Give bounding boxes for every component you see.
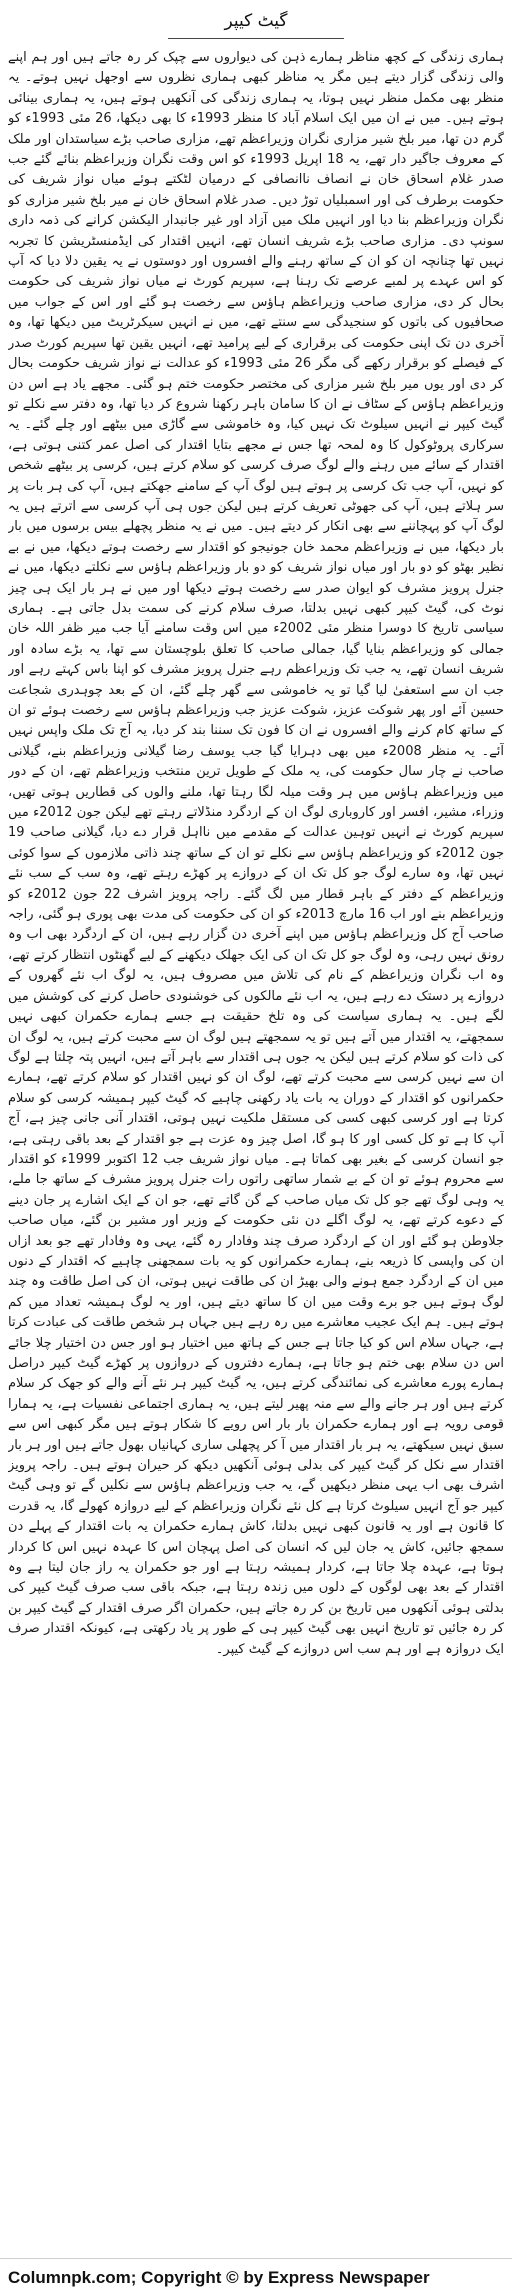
column-title: گیٹ کیپر [224,11,288,31]
title-underline [168,38,344,39]
column-body [8,48,504,2250]
column-text: ہماری زندگی کے کچھ مناظر ہمارے ذہن کی دیواروں سے چپک کر رہ جاتے ہیں اور ہم اپنے والی زندگی گزار دیتے ہیں مگر یہ مناظر کبھی ہماری نظروں سے اوجھل نہیں ہوتے۔ یہ منظر بھی مکمل منظر نہیں ہوتا، یہ ہماری زندگی کی آنکھیں ہوتے ہیں، یہ ہماری بینائی ہوتے ہیں۔ میں نے ان میں ایک اسلام آباد کا منظر 1993ء کا بھی دیکھا، 26 مئی 1993ء کو گرم دن تھا، میر بلخ شیر مزاری نگران وزیراعظم تھے، مزاری صاحب بڑے سیاستدان اور ملک کے معروف جاگیر دار تھے، یہ 18 اپریل 1993ء کو اس وقت نگران وزیراعظم بنائے گئے جب صدر غلام اسحاق خان نے انصاف ناانصافی کے درمیان لٹکتے ہوئے میاں نواز شریف کی حکومت برطرف کی اور اسمبلیاں توڑ دیں۔ صدر غلام اسحاق خان نے میر بلخ شیر مزاری کو نگران وزیراعظم بنا دیا اور انہیں ملک میں آزاد اور غیر جانبدار الیکشن کرانے کی ذمہ داری سونپ دی۔ مزاری صاحب بڑے شریف انسان تھے، انہیں اقتدار کی ایڈمنسٹریشن کا تجربہ نہیں تھا چنانچہ ان کو ان کے ساتھ رہنے والے افسروں اور دوستوں نے یہ یقین دلا دیا کہ آپ کو اس عہدے پر لمبے عرصے تک رہنا ہے، سپریم کورٹ نے میاں نواز شریف کی حکومت بحال کر دی، مزاری صاحب وزیراعظم ہاؤس سے رخصت ہو گئے اور اس کے جواب میں صحافیوں کی باتوں کو سنجیدگی سے سنتے تھے، میں نے انہیں سیکرٹریٹ میں دیکھا تھا، وہ آخری دن تک اپنی حکومت کی برقراری کے لیے پرامید تھے، انہیں یقین تھا سپریم کورٹ صدر کے فیصلے کو برقرار رکھے گی مگر 26 مئی 1993ء کو عدالت نے نواز شریف حکومت بحال کر دی اور یوں میر بلخ شیر مزاری کی مختصر حکومت ختم ہو گئی۔ مجھے یاد ہے اس دن وزیراعظم ہاؤس کے سٹاف نے ان کا سامان باہر رکھنا شروع کر دیا تھا، وہ دفتر سے نکلے تو گیٹ کیپر نے انہیں سیلوٹ تک نہیں کیا، وہ خاموشی سے گاڑی میں بیٹھے اور چلے گئے۔ یہ سرکاری پروٹوکول کا وہ لمحہ تھا جس نے مجھے بتایا اقتدار کی اصل عمر کتنی ہوتی ہے، اقتدار کے سائے میں رہنے والے لوگ صرف کرسی کو سلام کرتے ہیں، کرسی پر بیٹھے شخص کو نہیں، آپ جب تک کرسی پر ہوتے ہیں لوگ آپ کے سامنے جھکتے ہیں، آپ کی ہر بات پر سر ہلاتے ہیں، آپ کی جھوٹی تعریف کرتے ہیں لیکن جوں ہی آپ کرسی سے اترتے ہیں یہ لوگ آپ کو پہچاننے سے بھی انکار کر دیتے ہیں۔ میں نے یہ منظر پچھلے بیس برسوں میں بار بار دیکھا، میں نے وزیراعظم محمد خان جونیجو کو اقتدار سے رخصت ہوتے دیکھا، میں نے بے نظیر بھٹو کو دو بار اور میاں نواز شریف کو دو بار وزیراعظم ہاؤس سے نکلتے دیکھا، میں نے جنرل پرویز مشرف کو ایوان صدر سے رخصت ہوتے دیکھا اور میں نے ہر بار ایک ہی چیز نوٹ کی، گیٹ کیپر کبھی نہیں بدلتا، صرف سلام کرنے کی سمت بدل جاتی ہے۔ ہماری سیاسی تاریخ کا دوسرا منظر مئی 2002ء میں اس وقت سامنے آیا جب میر ظفر اللہ خان جمالی کو وزیراعظم بنایا گیا، جمالی صاحب کا تعلق بلوچستان سے تھا، یہ بڑے سادہ اور شریف انسان تھے، یہ جب تک وزیراعظم رہے جنرل پرویز مشرف کو اپنا باس کہتے رہے اور جب ان سے استعفیٰ لیا گیا تو یہ خاموشی سے گھر چلے گئے، ان کے بعد چوہدری شجاعت حسین آئے اور پھر شوکت عزیز، شوکت عزیز جب وزیراعظم ہاؤس سے رخصت ہوئے تو ان کے ساتھ کام کرنے والے افسروں نے ان کا فون تک سننا بند کر دیا، یہ آج تک ملک واپس نہیں آئے۔ یہ منظر 2008ء میں بھی دہرایا گیا جب یوسف رضا گیلانی وزیراعظم بنے، گیلانی صاحب نے چار سال حکومت کی، یہ ملک کے طویل ترین منتخب وزیراعظم تھے، ان کے دور میں وزیراعظم ہاؤس میں ہر وقت میلہ لگا رہتا تھا، ملنے والوں کی قطاریں ہوتی تھیں، وزراء، مشیر، افسر اور کاروباری لوگ ان کے اردگرد منڈلاتے رہتے تھے لیکن جون 2012ء میں سپریم کورٹ نے انہیں توہین عدالت کے مقدمے میں نااہل قرار دے دیا، گیلانی صاحب 19 جون 2012ء کو وزیراعظم ہاؤس سے نکلے تو ان کے ساتھ چند ذاتی ملازموں کے سوا کوئی نہیں تھا، وہ سارے لوگ جو کل تک ان کے دروازے پر کھڑے رہتے تھے، وہ سب کے سب نئے وزیراعظم کے دفتر کے باہر قطار میں لگ گئے۔ راجہ پرویز اشرف 22 جون 2012ء کو وزیراعظم بنے اور اب 16 مارچ 2013ء کو ان کی حکومت کی مدت بھی پوری ہو گئی، راجہ صاحب آج کل وزیراعظم ہاؤس میں اپنے آخری دن گزار رہے ہیں، ان کے اردگرد بھی اب وہ رونق نہیں رہی، وہ لوگ جو کل تک ان کی ایک جھلک دیکھنے کے لیے گھنٹوں انتظار کرتے تھے، وہ اب نگران وزیراعظم کے نام کی تلاش میں مصروف ہیں، یہ لوگ اب نئے گھروں کے دروازے پر دستک دے رہے ہیں، یہ اب نئے مالکوں کی خوشنودی حاصل کرنے کی کوشش میں لگے ہیں۔ یہ ہماری سیاست کی وہ تلخ حقیقت ہے جسے ہمارے حکمران کبھی نہیں سمجھتے، یہ اقتدار میں آتے ہیں تو یہ سمجھتے ہیں لوگ ان سے محبت کرتے ہیں، یہ لوگ ان کی ذات کو سلام کرتے ہیں لیکن یہ جوں ہی اقتدار سے باہر آتے ہیں، انہیں پتہ چلتا ہے لوگ ان سے نہیں کرسی سے محبت کرتے تھے، لوگ ان کو نہیں اقتدار کو سلام کرتے تھے، ہمارے حکمرانوں کو اقتدار کے دوران یہ بات یاد رکھنی چاہیے کہ گیٹ کیپر ہمیشہ کرسی کو سلام کرتا ہے اور کرسی کبھی کسی کی مستقل ملکیت نہیں ہوتی، اقتدار آنی جانی چیز ہے، آج آپ کا ہے تو کل کسی اور کا ہو گا، اصل چیز وہ عزت ہے جو اقتدار کے بعد باقی رہتی ہے، جو انسان کرسی کے بغیر بھی کماتا ہے۔ میاں نواز شریف جب 12 اکتوبر 1999ء کو اقتدار سے محروم ہوئے تو ان کے بے شمار ساتھی راتوں رات جنرل پرویز مشرف کے ساتھ جا ملے، یہ وہی لوگ تھے جو کل تک میاں صاحب کے گن گاتے تھے، جو ان کے ایک اشارے پر جان دینے کے دعوے کرتے تھے، یہ لوگ اگلے دن نئی حکومت کے وزیر اور مشیر بن گئے، میاں صاحب جلاوطن ہو گئے اور ان کے اردگرد صرف چند وفادار رہ گئے، یہی وہ وفادار تھے جو بعد ازاں ان کی واپسی کا ذریعہ بنے، ہمارے حکمرانوں کو یہ بات سمجھنی چاہیے کہ اقتدار کے دنوں میں ان کے اردگرد جمع ہونے والی بھیڑ ان کی طاقت نہیں ہوتی، ان کی اصل طاقت وہ چند لوگ ہوتے ہیں جو برے وقت میں ان کا ساتھ دیتے ہیں، اور یہ لوگ ہمیشہ تعداد میں کم ہوتے ہیں۔ ہم ایک عجیب معاشرے میں رہ رہے ہیں جہاں ہر شخص طاقت کی عبادت کرتا ہے، جہاں سلام اس کو کیا جاتا ہے جس کے ہاتھ میں اختیار ہو اور جس دن اختیار چلا جائے اس دن سلام بھی ختم ہو جاتا ہے، ہمارے دفتروں کے دروازوں پر کھڑے گیٹ کیپر دراصل ہمارے پورے معاشرے کی نمائندگی کرتے ہیں، یہ گیٹ کیپر ہر نئے آنے والے کو جھک کر سلام کرتے ہیں اور ہر جانے والے سے منہ پھیر لیتے ہیں، یہ ہماری اجتماعی نفسیات ہے، یہ ہمارا قومی رویہ ہے اور ہمارے حکمران بار بار اس رویے کا شکار ہوتے ہیں مگر کبھی اس سے سبق نہیں سیکھتے، یہ ہر بار اقتدار میں آ کر پچھلی ساری کہانیاں بھول جاتے ہیں اور ہر بار اقتدار سے نکل کر گیٹ کیپر کی بدلی ہوئی آنکھیں دیکھ کر حیران ہوتے ہیں۔ راجہ پرویز اشرف بھی اب یہی منظر دیکھیں گے، یہ جب وزیراعظم ہاؤس سے نکلیں گے تو وہی گیٹ کیپر جو آج انہیں سیلوٹ کرتا ہے کل نئے نگران وزیراعظم کے لیے دروازہ کھولے گا، یہ قدرت کا قانون ہے اور یہ قانون کبھی نہیں بدلتا، کاش ہمارے حکمران یہ بات اقتدار کے پہلے دن سمجھ جائیں، کاش یہ جان لیں کہ انسان کی اصل پہچان اس کا عہدہ نہیں اس کا کردار ہوتا ہے، عہدہ چلا جاتا ہے، کردار ہمیشہ رہتا ہے اور جو حکمران یہ راز جان لیتا ہے وہ اقتدار کے بعد بھی لوگوں کے دلوں میں زندہ رہتا ہے، جبکہ باقی سب صرف گیٹ کیپر کی بدلتی ہوئی آنکھوں میں تاریخ بن کر رہ جاتے ہیں، حکمران اگر صرف اقتدار کے گیٹ کیپر بن کر رہ جائیں تو تاریخ انہیں بھی گیٹ کیپر ہی کے طور پر یاد رکھتی ہے، کیونکہ اقتدار صرف ایک دروازہ ہے اور ہم سب اس دروازے کے گیٹ کیپر۔ [8,50,504,1657]
footer-bar [0,2258,512,2296]
copyright-notice: Columnpk.com; Copyright © by Express Newspaper [8,2268,430,2287]
